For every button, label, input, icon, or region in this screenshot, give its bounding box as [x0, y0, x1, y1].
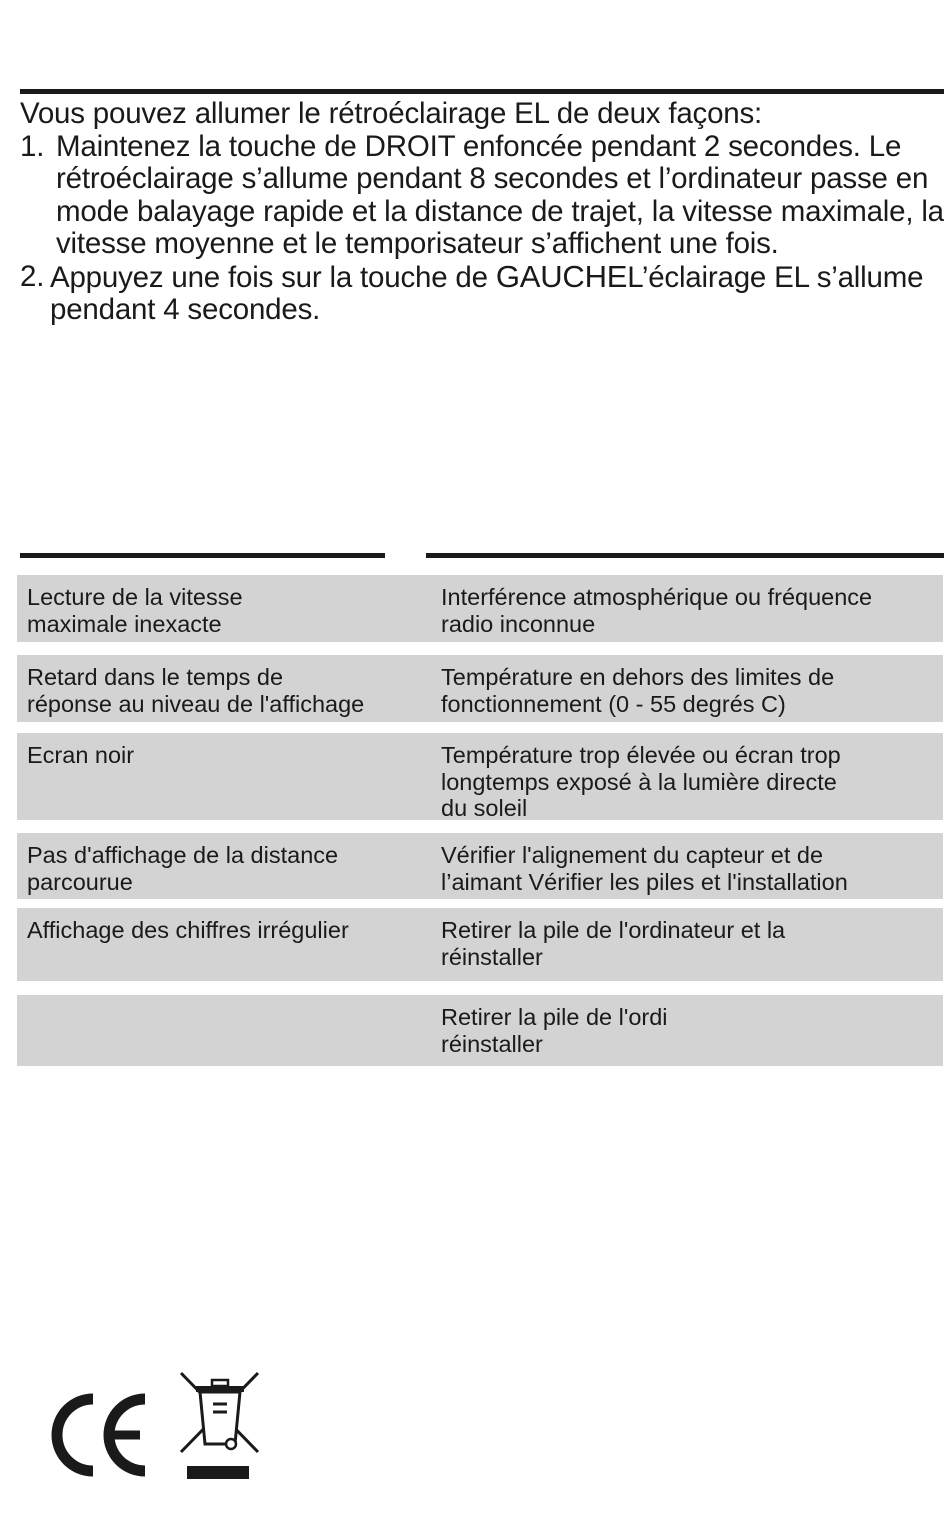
table-row — [17, 733, 943, 820]
step-1 — [20, 131, 945, 261]
solution-cell: Température en dehors des limites de fonctionnement (0 - 55 degrés C) — [441, 664, 835, 717]
top-rule — [20, 89, 944, 94]
ce-mark-icon — [45, 1385, 155, 1485]
step-1-text: Maintenez la touche de DROIT enfoncée pendant 2 secondes. Le rétroéclairage s’allume pendant 8 secondes et l’ordinateur passe en mode balayage rapide et la distance de trajet, la vitesse maximale, la vitesse moyenne et le temporisateur s’affichent une fois. — [56, 129, 944, 260]
table-row — [17, 833, 943, 899]
table-row — [17, 575, 943, 642]
problem-cell: Affichage des chiffres irrégulier — [27, 917, 349, 943]
step-2-text-before: Appuyez une fois sur la touche de — [50, 260, 496, 294]
step-2-text-after: L’éclairage EL s’allume pendant 4 secondes. — [50, 260, 924, 326]
step-2-key: GAUCHE — [495, 258, 628, 294]
step-2 — [20, 258, 945, 327]
intro-line: Vous pouvez allumer le rétroéclairage EL de deux façons: — [20, 97, 763, 130]
crossed-out-wheelie-bin-icon — [178, 1370, 263, 1485]
table-row — [17, 908, 943, 981]
backlight-instructions — [20, 98, 945, 327]
step-2-number: 2. — [20, 259, 45, 293]
problem-cell: Lecture de la vitesse maximale inexacte — [27, 584, 243, 637]
solution-cell: Température trop élevée ou écran trop longtemps exposé à la lumière directe du soleil — [441, 742, 841, 821]
solution-cell: Interférence atmosphérique ou fréquence radio inconnue — [441, 584, 873, 637]
problem-cell: Pas d'affichage de la distance parcourue — [27, 842, 339, 895]
table-row — [17, 995, 943, 1066]
solution-cell: Retirer la pile de l'ordinateur et la réinstaller — [441, 917, 786, 970]
problem-cell: Ecran noir — [27, 742, 135, 768]
solution-cell: Retirer la pile de l'ordi réinstaller — [441, 1004, 668, 1057]
table-row — [17, 655, 943, 722]
table-header-rule-right — [426, 553, 944, 558]
step-1-number: 1. — [20, 129, 45, 163]
solution-cell: Vérifier l'alignement du capteur et de l’aimant Vérifier les piles et l'installation — [441, 842, 848, 895]
table-header-rule-left — [20, 553, 385, 558]
problem-cell: Retard dans le temps de réponse au niveau de l'affichage — [27, 664, 365, 717]
